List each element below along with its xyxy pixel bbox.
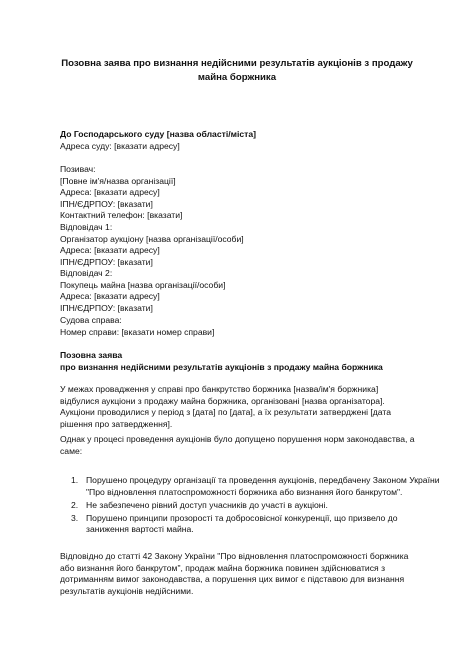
case-label: Судова справа: (60, 315, 122, 325)
plaintiff-address: Адреса: [вказати адресу] (60, 187, 160, 198)
list-item-text: Порушено процедуру організації та проведення аукціонів, передбачену Законом України "Про відновлення платоспроможності боржника або визнання його банкрутом". (86, 475, 440, 497)
list-item-text: Не забезпечено рівний доступ учасників до участі в аукціоні. (86, 499, 328, 510)
list-item (71, 475, 442, 498)
paragraph-auctions: У межах провадження у справі про банкрутство боржника [назва/ім'я боржника] відбулися аукціони з продажу майна боржника, організовані [назва організатора]. Аукціони проводилися у період з [дата] по [дата], а їх результати затверджені [дата рішення про затвердження]. (60, 384, 392, 429)
plaintiff-code: ІПН/ЄДРПОУ: [вказати] (60, 198, 153, 209)
court-heading: До Господарського суду [назва області/міста] (60, 129, 256, 139)
violations-list (60, 475, 442, 537)
plaintiff-block (60, 164, 420, 222)
list-item-number: 2. (71, 499, 79, 510)
paragraph-legal-basis: Відповідно до статті 42 Закону України "Про відновлення платоспроможності боржника або визнання його банкрутом", продаж майна боржника повинен здійснюватися з дотриманням вимог законодавства, а порушення цих вимог є підставою для визнання результатів аукціонів недійсними. (60, 551, 409, 596)
list-item-text: Порушено принципи прозорості та добросовісної конкуренції, що призвело до заниження вартості майна. (86, 512, 398, 535)
case-block (60, 315, 420, 338)
defendant1-name: Організатор аукціону [назва організації/особи] (60, 233, 244, 244)
defendant1-block (60, 222, 420, 268)
defendant2-name: Покупець майна [назва організації/особи] (60, 279, 226, 290)
list-item-number: 3. (71, 512, 79, 523)
defendant2-block (60, 268, 420, 314)
defendant2-label: Відповідач 2: (60, 268, 113, 278)
claim-heading-line1: Позовна заява (60, 350, 123, 360)
defendant2-code: ІПН/ЄДРПОУ: [вказати] (60, 302, 153, 313)
list-item (71, 512, 442, 536)
list-item-number: 1. (71, 475, 79, 485)
court-block (60, 129, 420, 152)
plaintiff-phone: Контактний телефон: [вказати] (60, 210, 183, 221)
plaintiff-label: Позивач: (60, 164, 96, 174)
paragraph-violations-intro: Однак у процесі проведення аукціонів було допущено порушення норм законодавства, а саме: (60, 434, 415, 456)
document-title: Позовна заява про визнання недійсними результатів аукціонів з продажу майна боржника (61, 58, 413, 83)
defendant2-address: Адреса: [вказати адресу] (60, 291, 160, 302)
plaintiff-name: [Повне ім'я/назва організації] (60, 175, 176, 186)
court-address: Адреса суду: [вказати адресу] (60, 140, 180, 151)
defendant1-label: Відповідач 1: (60, 222, 113, 232)
list-item (71, 499, 442, 512)
case-number: Номер справи: [вказати номер справи] (60, 326, 215, 337)
claim-heading-line2: про визнання недійсними результатів аукціонів з продажу майна боржника (60, 361, 383, 372)
claim-heading (60, 350, 420, 373)
defendant1-address: Адреса: [вказати адресу] (60, 245, 160, 256)
defendant1-code: ІПН/ЄДРПОУ: [вказати] (60, 256, 153, 267)
